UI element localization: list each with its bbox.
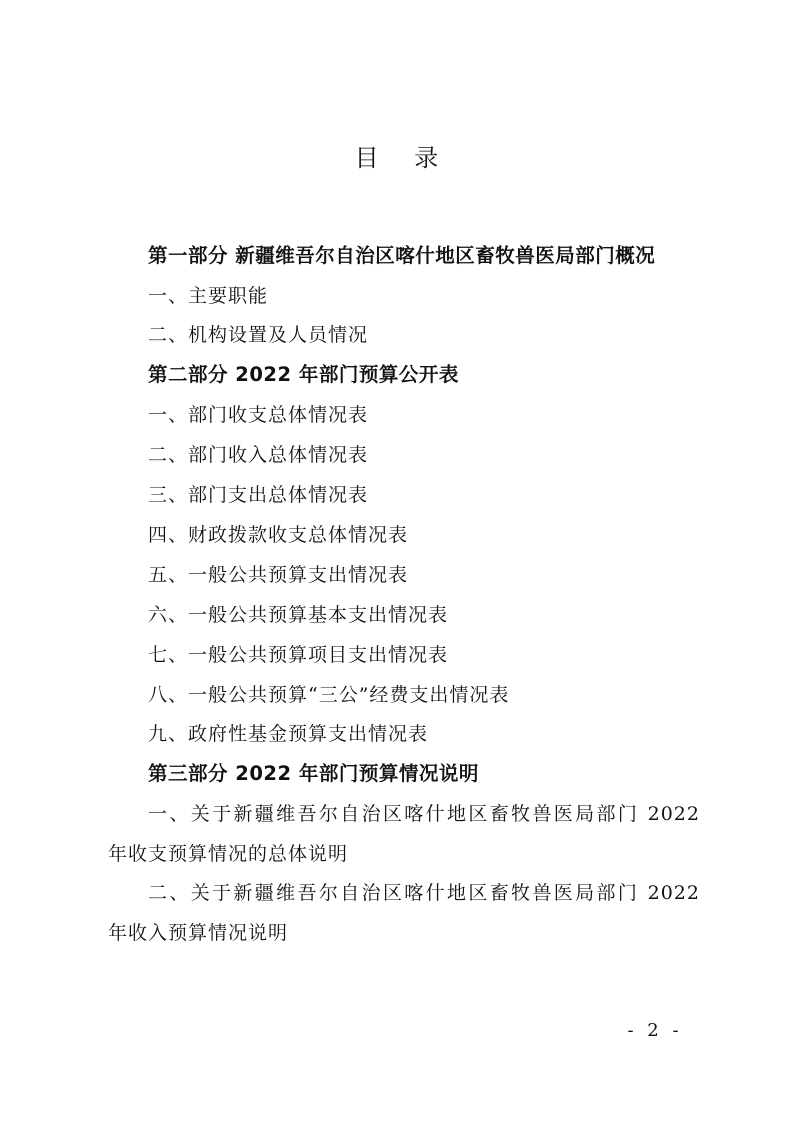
toc-part-2-heading: 第二部分 2022 年部门预算公开表 — [148, 363, 459, 386]
toc-item: 八、一般公共预算“三公”经费支出情况表 — [148, 684, 510, 706]
toc-item: 七、一般公共预算项目支出情况表 — [148, 644, 449, 666]
toc-item: 一、主要职能 — [148, 285, 269, 307]
toc-part-1-heading: 第一部分 新疆维吾尔自治区喀什地区畜牧兽医局部门概况 — [148, 244, 656, 267]
toc-paragraph — [108, 799, 700, 869]
toc-item: 四、财政拨款收支总体情况表 — [148, 524, 409, 546]
page-title: 目 录 — [354, 144, 453, 172]
toc-item: 九、政府性基金预算支出情况表 — [148, 723, 429, 745]
toc-item: 五、一般公共预算支出情况表 — [148, 564, 409, 586]
toc-item: 一、部门收支总体情况表 — [148, 404, 369, 426]
toc-paragraph-line: 二、关于新疆维吾尔自治区喀什地区畜牧兽医局部门 2022 — [148, 882, 700, 904]
toc-paragraph-line: 年收入预算情况说明 — [108, 922, 289, 944]
toc-item: 三、部门支出总体情况表 — [148, 484, 369, 506]
toc-item: 六、一般公共预算基本支出情况表 — [148, 604, 449, 626]
toc-paragraph-line: 年收支预算情况的总体说明 — [108, 843, 349, 865]
toc-paragraph-line: 一、关于新疆维吾尔自治区喀什地区畜牧兽医局部门 2022 — [148, 803, 700, 825]
toc-item: 二、部门收入总体情况表 — [148, 444, 369, 466]
page-number: - 2 - — [627, 1020, 683, 1041]
toc-item: 二、机构设置及人员情况 — [148, 324, 369, 346]
toc-part-3-heading: 第三部分 2022 年部门预算情况说明 — [148, 762, 479, 785]
toc-paragraph — [108, 878, 700, 948]
